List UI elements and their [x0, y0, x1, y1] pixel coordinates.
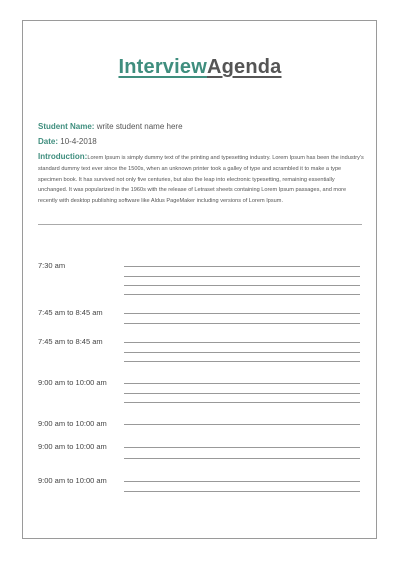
agenda-slot-line [124, 402, 360, 403]
student-name-label: Student Name [38, 122, 92, 131]
agenda-slot-time: 9:00 am to 10:00 am [38, 378, 107, 387]
introduction-text: Lorem Ipsum is simply dummy text of the printing and typesetting industry. Lorem Ipsum has been the industry's standard dummy text ever since the 1500s, when an unknown printer took a galley of type and scrambled it to make a type specimen book. It has survived not only five centuries, but also the leap into electronic typesetting, remaining essentially unchanged. It was popularized in the 1960s with the release of Letraset sheets containing Lorem Ipsum passages, and more recently with desktop publishing software like Aldus PageMaker including versions of Lorem Ipsum. [38, 155, 364, 205]
page-border [22, 20, 377, 539]
date-value: 10-4-2018 [60, 137, 97, 146]
agenda-slot-line [124, 393, 360, 394]
agenda-slot-time: 9:00 am to 10:00 am [38, 419, 107, 428]
agenda-slot-line [124, 276, 360, 277]
date-label: Date [38, 137, 56, 146]
student-name-row: Student Name: write student name here [38, 122, 183, 131]
agenda-slot-time: 7:45 am to 8:45 am [38, 337, 103, 346]
agenda-slot-line [124, 361, 360, 362]
page-title [0, 56, 400, 79]
title-interview: Interview [118, 56, 207, 78]
title-agenda: Agenda [206, 56, 282, 78]
agenda-slot-time: 7:30 am [38, 261, 66, 270]
introduction-label: Introduction [38, 152, 85, 161]
agenda-slot-time: 9:00 am to 10:00 am [38, 442, 107, 451]
agenda-slot-time: 7:45 am to 8:45 am [38, 308, 103, 317]
agenda-slot-line [124, 323, 360, 324]
section-divider [38, 224, 362, 225]
agenda-slot-line [124, 266, 360, 267]
agenda-slot-line [124, 294, 360, 295]
agenda-slot-line [124, 285, 360, 286]
agenda-slot-line [124, 491, 360, 492]
agenda-slot-time: 9:00 am to 10:00 am [38, 476, 107, 485]
agenda-slot-line [124, 342, 360, 343]
agenda-slot-line [124, 424, 360, 425]
agenda-slot-line [124, 352, 360, 353]
agenda-slot-line [124, 458, 360, 459]
agenda-slot-line [124, 383, 360, 384]
introduction-paragraph: Introduction:Lorem Ipsum is simply dummy text of the printing and typesetting industry. Lorem Ipsum has been the industry's standard dummy text ever since the 1500s, when an unknown printer took a galley of type and scrambled it to make a type specimen book. It has survived not only five centuries, but also the leap into electronic typesetting, remaining essentially unchanged. It was popularized in the 1960s with the release of Letraset sheets containing Lorem Ipsum passages, and more recently with desktop publishing software like Aldus PageMaker including versions of Lorem Ipsum. [38, 152, 364, 205]
date-row: Date: 10-4-2018 [38, 137, 97, 146]
agenda-slot-line [124, 481, 360, 482]
agenda-slot-line [124, 447, 360, 448]
student-name-value: write student name here [96, 122, 183, 131]
agenda-slot-line [124, 313, 360, 314]
